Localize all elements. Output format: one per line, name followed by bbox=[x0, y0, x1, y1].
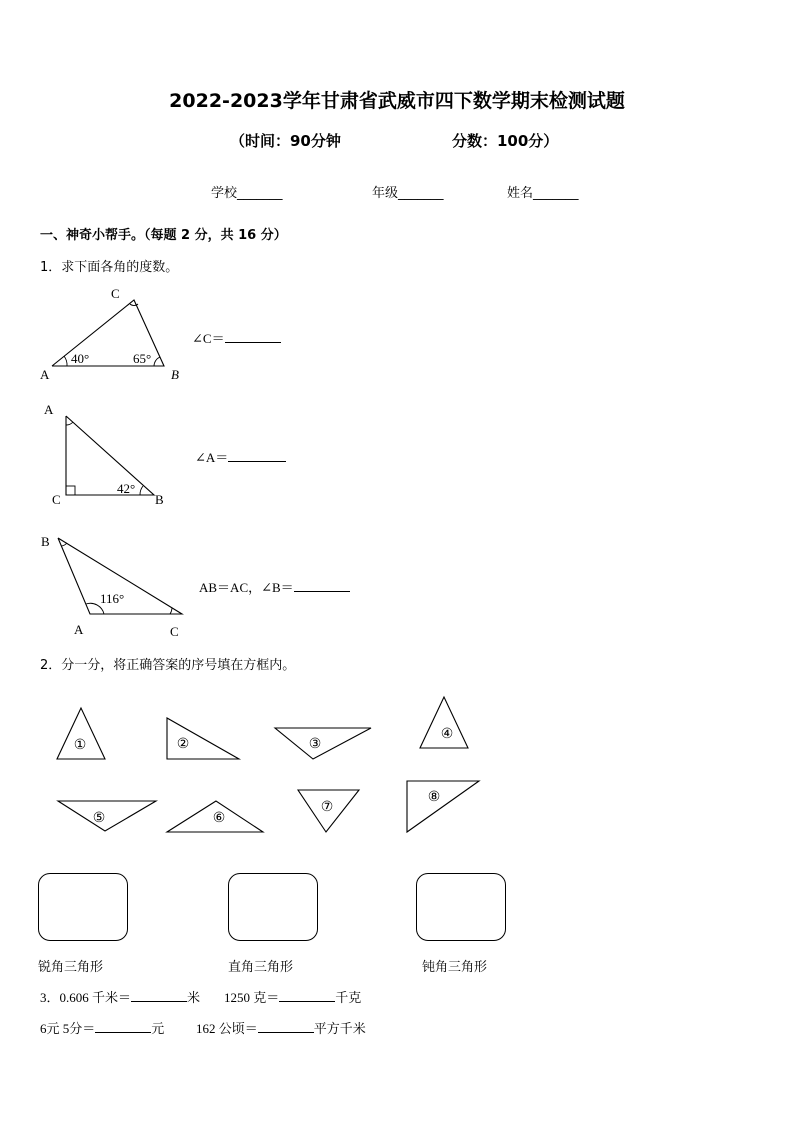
answer-angle-a[interactable] bbox=[195, 447, 286, 466]
question-3-line-2b bbox=[196, 1018, 366, 1037]
question-3-line-2 bbox=[40, 1018, 164, 1037]
q3-km-label: 3．0.606 千米＝ bbox=[40, 990, 132, 1005]
q3-ha-blank[interactable] bbox=[258, 1020, 314, 1033]
shape-2-number: ② bbox=[176, 737, 190, 752]
shape-5-number: ⑤ bbox=[92, 811, 106, 826]
q3-g-label: 1250 克＝ bbox=[224, 990, 280, 1005]
triangle-figure-1 bbox=[36, 282, 196, 386]
right-triangle-box[interactable] bbox=[228, 873, 318, 941]
answer-angle-b[interactable] bbox=[199, 577, 350, 596]
answer-blank[interactable] bbox=[294, 579, 350, 592]
shape-1-number: ① bbox=[73, 738, 87, 753]
q3-yuan-unit: 元 bbox=[151, 1021, 165, 1036]
answer-angle-b-label: AB＝AC，∠B＝ bbox=[199, 580, 294, 595]
q3-ha-label: 162 公顷＝ bbox=[196, 1021, 258, 1036]
answer-angle-c[interactable] bbox=[192, 328, 281, 347]
question-3-line-1b bbox=[224, 987, 361, 1006]
obtuse-triangle-label: 钝角三角形 bbox=[422, 960, 488, 975]
q3-km2-unit: 平方千米 bbox=[313, 1021, 366, 1036]
exam-time: （时间：90分钟 bbox=[230, 132, 341, 150]
shape-8-number: ⑧ bbox=[427, 790, 441, 805]
triangle-figure-2 bbox=[36, 400, 176, 510]
question-3-line-1 bbox=[40, 987, 200, 1006]
answer-blank[interactable] bbox=[228, 449, 286, 462]
acute-triangle-box[interactable] bbox=[38, 873, 128, 941]
acute-triangle-label: 锐角三角形 bbox=[38, 960, 104, 975]
answer-angle-a-label: ∠A＝ bbox=[195, 450, 229, 465]
shape-7-number: ⑦ bbox=[320, 800, 334, 815]
angle-b-value: 42° bbox=[117, 481, 136, 496]
name-field[interactable]: 姓名_______ bbox=[507, 186, 579, 201]
vertex-b-label: B bbox=[41, 534, 50, 549]
question-2-stem: 2．分一分，将正确答案的序号填在方框内。 bbox=[40, 658, 296, 673]
q3-yuan-label: 6元 5分＝ bbox=[40, 1021, 96, 1036]
vertex-c-label: C bbox=[111, 286, 120, 301]
q3-g-blank[interactable] bbox=[279, 989, 335, 1002]
q3-m-unit: 米 bbox=[187, 990, 201, 1005]
shape-6-number: ⑥ bbox=[212, 811, 226, 826]
q3-yuan-blank[interactable] bbox=[95, 1020, 151, 1033]
q3-km-blank[interactable] bbox=[131, 989, 187, 1002]
triangle-shape-8[interactable] bbox=[407, 781, 479, 832]
shape-4-number: ④ bbox=[440, 727, 454, 742]
vertex-c-label: C bbox=[170, 624, 179, 639]
angle-a-value: 40° bbox=[71, 351, 90, 366]
vertex-a-label: A bbox=[44, 402, 54, 417]
vertex-b-label: B bbox=[155, 492, 164, 507]
triangle-shape-3[interactable] bbox=[275, 728, 371, 759]
triangle-shape-5[interactable] bbox=[58, 801, 156, 831]
obtuse-triangle-box[interactable] bbox=[416, 873, 506, 941]
exam-score: 分数：100分） bbox=[452, 132, 559, 150]
answer-angle-c-label: ∠C＝ bbox=[192, 331, 225, 346]
school-field[interactable]: 学校_______ bbox=[211, 186, 283, 201]
vertex-b-label: B bbox=[171, 367, 179, 382]
q3-kg-unit: 千克 bbox=[335, 990, 362, 1005]
triangle-figure-3 bbox=[36, 530, 196, 642]
angle-a-value: 116° bbox=[100, 591, 125, 606]
question-1-stem: 1．求下面各角的度数。 bbox=[40, 260, 179, 275]
right-triangle-label: 直角三角形 bbox=[228, 960, 294, 975]
shape-3-number: ③ bbox=[308, 737, 322, 752]
page-title: 2022-2023学年甘肃省武威市四下数学期末检测试题 bbox=[169, 90, 625, 112]
vertex-a-label: A bbox=[74, 622, 84, 637]
section-heading: 一、神奇小帮手。（每题 2 分，共 16 分） bbox=[40, 228, 287, 243]
grade-field[interactable]: 年级_______ bbox=[372, 186, 444, 201]
vertex-a-label: A bbox=[40, 367, 50, 382]
vertex-c-label: C bbox=[52, 492, 61, 507]
answer-blank[interactable] bbox=[225, 330, 281, 343]
triangle-shapes-group bbox=[40, 690, 500, 840]
angle-b-value: 65° bbox=[133, 351, 152, 366]
